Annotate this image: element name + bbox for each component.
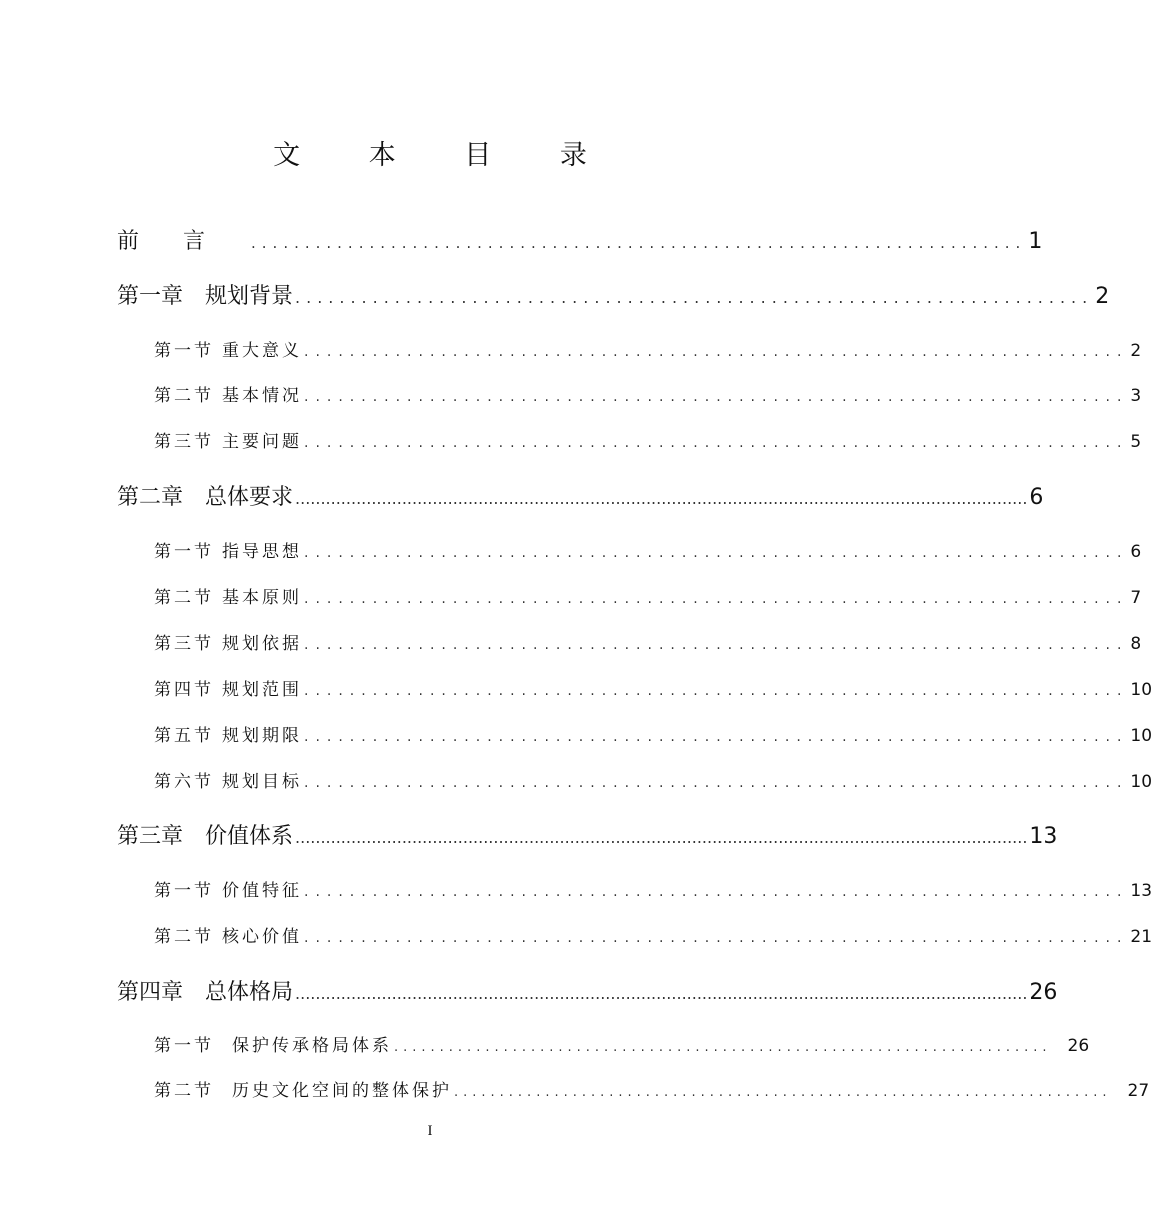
toc-entry-section[interactable]: [154, 1076, 1150, 1101]
toc-entry-section[interactable]: [154, 381, 1142, 406]
section-title: 规划目标: [222, 772, 302, 792]
toc-entry-label: [154, 876, 302, 901]
dot-leader: ........................................................................: [304, 545, 1129, 561]
section-title: 保护传承格局体系: [232, 1036, 392, 1056]
section-number: 第二节: [154, 588, 214, 608]
toc-page-number: 6: [1130, 542, 1142, 562]
section-number: 第一节: [154, 881, 214, 901]
dot-leader: ........................................................................: [304, 775, 1129, 791]
toc-page-number: 26: [1029, 980, 1058, 1005]
toc-entry-chapter-2[interactable]: [117, 480, 1044, 511]
section-number: 第三节: [154, 432, 214, 452]
section-title: 价值特征: [222, 881, 302, 901]
section-number: 第五节: [154, 726, 214, 746]
toc-entry-section[interactable]: [154, 675, 1152, 700]
section-number: 第一节: [154, 542, 214, 562]
toc-page-number: 8: [1130, 634, 1142, 654]
toc-entry-label: [154, 537, 302, 562]
toc-page-number: 13: [1029, 824, 1058, 849]
section-number: 第四节: [154, 680, 214, 700]
toc-entry-chapter-1[interactable]: [117, 279, 1110, 310]
section-number: 第一节: [154, 1036, 214, 1056]
toc-page-number: 5: [1130, 432, 1142, 452]
section-title: 规划依据: [222, 634, 302, 654]
dot-leader: ........................................................................: [304, 683, 1129, 699]
dot-leader: ........................................................................: [251, 234, 1027, 252]
dot-leader: ........................................................................: [304, 884, 1129, 900]
toc-entry-label: [117, 480, 293, 511]
section-title: 规划范围: [222, 680, 302, 700]
section-title: 核心价值: [222, 927, 302, 947]
section-number: 第六节: [154, 772, 214, 792]
chapter-number: 第二章: [117, 485, 184, 510]
chapter-title: 总体要求: [205, 485, 294, 510]
toc-entry-label: [154, 1076, 452, 1101]
toc-entry-section[interactable]: [154, 922, 1152, 947]
toc-entry-label: [154, 336, 302, 361]
dot-leader: ........................................................................: [304, 435, 1129, 451]
toc-entry-label: [154, 721, 302, 746]
toc-entry-chapter-3[interactable]: [117, 819, 1058, 850]
page-footer-number: I: [427, 1123, 433, 1139]
section-title: 规划期限: [222, 726, 302, 746]
toc-entry-section[interactable]: [154, 1031, 1090, 1056]
toc-entry-label: [117, 279, 293, 310]
page-title: 文 本 目 录: [273, 140, 617, 171]
toc-entry-section[interactable]: [154, 336, 1142, 361]
toc-page-number: 26: [1067, 1036, 1090, 1056]
dot-leader: ................................................................................................................................................: [295, 828, 1028, 847]
chapter-number: 第三章: [117, 824, 184, 849]
chapter-number: 第一章: [117, 284, 184, 309]
toc-entry-section[interactable]: [154, 629, 1142, 654]
toc-entry-section[interactable]: [154, 876, 1152, 901]
toc-entry-section[interactable]: [154, 537, 1142, 562]
toc-page-number: 3: [1130, 386, 1142, 406]
chapter-title: 价值体系: [205, 824, 294, 849]
chapter-title: 总体格局: [205, 980, 294, 1005]
section-title: 基本情况: [222, 386, 302, 406]
section-number: 第一节: [154, 341, 214, 361]
dot-leader: ........................................................................: [304, 344, 1129, 360]
toc-page-number: 21: [1130, 927, 1152, 947]
dot-leader: ........................................................................: [454, 1085, 1112, 1100]
toc-page-number: 2: [1130, 341, 1142, 361]
toc-entry-preface[interactable]: [117, 224, 1043, 255]
toc-page-number: 7: [1130, 588, 1142, 608]
chapter-title: 规划背景: [205, 284, 294, 309]
toc-entry-chapter-4[interactable]: [117, 975, 1058, 1006]
toc-entry-label: [154, 381, 302, 406]
toc-page-number: 10: [1130, 680, 1152, 700]
toc-entry-section[interactable]: [154, 427, 1142, 452]
dot-leader: ................................................................................................................................................: [295, 489, 1028, 508]
toc-entry-section[interactable]: [154, 583, 1142, 608]
section-number: 第二节: [154, 927, 214, 947]
section-number: 第三节: [154, 634, 214, 654]
toc-entry-label: [117, 975, 293, 1006]
toc-page-number: 1: [1028, 229, 1043, 254]
toc-entry-label: [117, 819, 293, 850]
toc-entry-label: [154, 629, 302, 654]
toc-entry-label: [154, 427, 302, 452]
section-title: 指导思想: [222, 542, 302, 562]
dot-leader: ........................................................................: [304, 930, 1129, 946]
toc-entry-label: [154, 922, 302, 947]
dot-leader: ........................................................................: [304, 729, 1129, 745]
toc-page-number: 10: [1130, 726, 1152, 746]
toc-entry-section[interactable]: [154, 767, 1152, 792]
section-title: 主要问题: [222, 432, 302, 452]
section-title: 重大意义: [222, 341, 302, 361]
toc-page-number: 10: [1130, 772, 1152, 792]
toc-page-number: 27: [1127, 1081, 1150, 1101]
toc-entry-section[interactable]: [154, 721, 1152, 746]
toc-page-number: 6: [1029, 485, 1044, 510]
dot-leader: ........................................................................: [304, 389, 1129, 405]
toc-page-number: 13: [1130, 881, 1152, 901]
toc-entry-label: 前言: [117, 229, 250, 254]
toc-page-number: 2: [1095, 284, 1110, 309]
dot-leader: ........................................................................: [295, 288, 1094, 307]
dot-leader: ................................................................................................................................................: [295, 984, 1028, 1003]
toc-entry-label: [154, 767, 302, 792]
dot-leader: ........................................................................: [394, 1040, 1052, 1055]
chapter-number: 第四章: [117, 980, 184, 1005]
toc-entry-label: [154, 1031, 392, 1056]
dot-leader: ........................................................................: [304, 637, 1129, 653]
section-title: 历史文化空间的整体保护: [232, 1081, 452, 1101]
section-number: 第二节: [154, 386, 214, 406]
toc-entry-label: [154, 675, 302, 700]
section-title: 基本原则: [222, 588, 302, 608]
dot-leader: ........................................................................: [304, 591, 1129, 607]
section-number: 第二节: [154, 1081, 214, 1101]
toc-entry-label: [154, 583, 302, 608]
